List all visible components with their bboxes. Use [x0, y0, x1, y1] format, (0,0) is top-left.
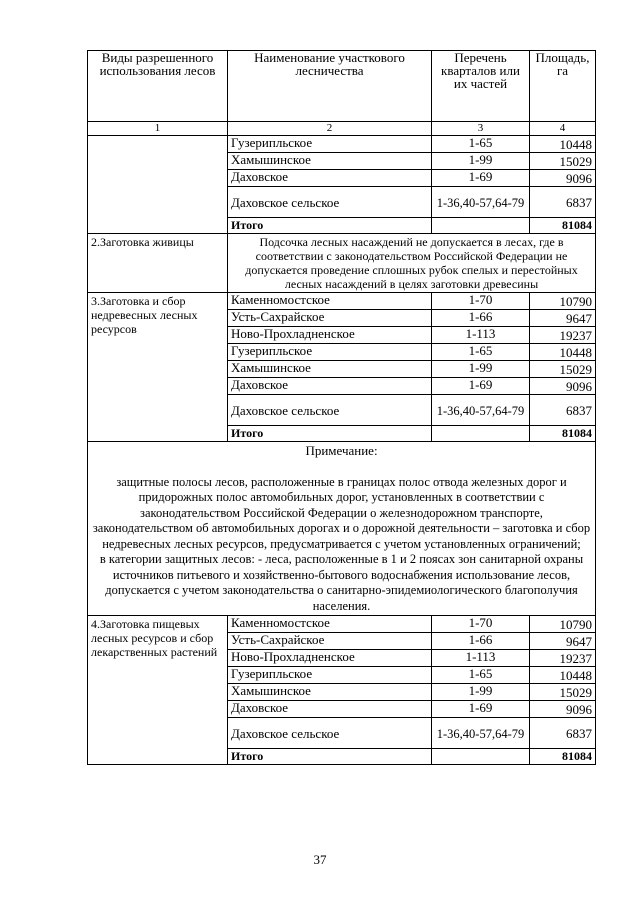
forestry-name: Даховское — [228, 170, 432, 187]
forestry-name: Каменномостское — [228, 293, 432, 310]
area-value: 19237 — [530, 327, 596, 344]
quarters-list: 1-66 — [432, 633, 530, 650]
area-value: 19237 — [530, 650, 596, 667]
area-value: 9647 — [530, 633, 596, 650]
area-value: 9096 — [530, 701, 596, 718]
quarters-list: 1-99 — [432, 361, 530, 378]
note-block — [88, 442, 596, 616]
total-quarters-empty — [432, 426, 530, 442]
note-paragraph: защитные полосы лесов, расположенные в границах полос отвода железных дорог и придорожных полос автомобильных дорог, установленных в соответствии с законодательством Российской Федерации о железнодорожном транспорте, законодательством об автомобильных дорогах и о дорожной деятельности – заготовка и сбор недревесных лесных ресурсов, предусматривается с учетом установленных ограничений; — [92, 474, 591, 551]
forestry-name: Хамышинское — [228, 684, 432, 701]
area-value: 6837 — [530, 187, 596, 218]
forestry-name: Гузерипльское — [228, 344, 432, 361]
total-label: Итого — [228, 426, 432, 442]
area-value: 6837 — [530, 718, 596, 749]
total-area: 81084 — [530, 218, 596, 234]
forestry-name: Гузерипльское — [228, 136, 432, 153]
forestry-name: Даховское сельское — [228, 187, 432, 218]
quarters-list: 1-65 — [432, 344, 530, 361]
quarters-list: 1-36,40-57,64-79 — [432, 395, 530, 426]
area-value: 10448 — [530, 136, 596, 153]
area-value: 10790 — [530, 616, 596, 633]
area-value: 9096 — [530, 378, 596, 395]
header-kind: Виды разрешенного использования лесов — [88, 51, 228, 122]
table-header-row — [88, 51, 596, 122]
header-area: Площадь, га — [530, 51, 596, 122]
forestry-name: Усть-Сахрайское — [228, 310, 432, 327]
forest-use-table — [87, 50, 596, 765]
header-forestry: Наименование участкового лесничества — [228, 51, 432, 122]
area-value: 10448 — [530, 667, 596, 684]
forestry-name: Хамышинское — [228, 361, 432, 378]
quarters-list: 1-69 — [432, 378, 530, 395]
page-number: 37 — [313, 852, 327, 867]
total-label: Итого — [228, 218, 432, 234]
column-number: 3 — [432, 122, 530, 136]
forestry-name: Даховское — [228, 701, 432, 718]
forestry-name: Хамышинское — [228, 153, 432, 170]
column-number-row — [88, 122, 596, 136]
area-value: 15029 — [530, 153, 596, 170]
area-value: 9647 — [530, 310, 596, 327]
quarters-list: 1-70 — [432, 293, 530, 310]
forestry-name: Гузерипльское — [228, 667, 432, 684]
use-kind-food-resources: 4.Заготовка пищевых лесных ресурсов и сбор лекарственных растений — [88, 616, 228, 765]
note-spacer — [92, 459, 591, 475]
quarters-list: 1-36,40-57,64-79 — [432, 718, 530, 749]
forestry-name: Ново-Прохладненское — [228, 650, 432, 667]
column-number: 1 — [88, 122, 228, 136]
total-quarters-empty — [432, 749, 530, 765]
use-kind-resin: 2.Заготовка живицы — [88, 234, 228, 293]
area-value: 6837 — [530, 395, 596, 426]
quarters-list: 1-36,40-57,64-79 — [432, 187, 530, 218]
quarters-list: 1-113 — [432, 650, 530, 667]
quarters-list: 1-99 — [432, 684, 530, 701]
forestry-name: Каменномостское — [228, 616, 432, 633]
area-value: 9096 — [530, 170, 596, 187]
resin-restriction-text: Подсочка лесных насаждений не допускается в лесах, где в соответствии с законодательством Российской Федерации не допускается проведение сплошных рубок спелых и перестойных лесных насаждений в целях заготовки древесины — [228, 234, 596, 293]
forestry-name: Усть-Сахрайское — [228, 633, 432, 650]
area-value: 15029 — [530, 684, 596, 701]
note-title: Примечание: — [305, 443, 378, 458]
quarters-list: 1-99 — [432, 153, 530, 170]
quarters-list: 1-113 — [432, 327, 530, 344]
note-row — [88, 442, 596, 616]
table-row — [88, 136, 596, 153]
area-value: 10790 — [530, 293, 596, 310]
forestry-name: Даховское — [228, 378, 432, 395]
header-quarters: Перечень кварталов или их частей — [432, 51, 530, 122]
total-area: 81084 — [530, 749, 596, 765]
column-number: 2 — [228, 122, 432, 136]
quarters-list: 1-69 — [432, 701, 530, 718]
quarters-list: 1-65 — [432, 667, 530, 684]
quarters-list: 1-70 — [432, 616, 530, 633]
quarters-list: 1-65 — [432, 136, 530, 153]
use-kind-non-timber: 3.Заготовка и сбор недревесных лесных ресурсов — [88, 293, 228, 442]
resin-row — [88, 234, 596, 293]
use-kind-blank — [88, 136, 228, 234]
forestry-name: Ново-Прохладненское — [228, 327, 432, 344]
forestry-name: Даховское сельское — [228, 718, 432, 749]
quarters-list: 1-69 — [432, 170, 530, 187]
total-area: 81084 — [530, 426, 596, 442]
table-row — [88, 616, 596, 633]
column-number: 4 — [530, 122, 596, 136]
total-label: Итого — [228, 749, 432, 765]
table-row — [88, 293, 596, 310]
quarters-list: 1-66 — [432, 310, 530, 327]
total-quarters-empty — [432, 218, 530, 234]
area-value: 10448 — [530, 344, 596, 361]
note-paragraph: в категории защитных лесов: - леса, расположенные в 1 и 2 поясах зон санитарной охраны источников питьевого и хозяйственно-бытового водоснабжения использование лесов, допускается с учетом законодательства о санитарно-эпидемиологического благополучия населения. — [99, 552, 584, 613]
forestry-name: Даховское сельское — [228, 395, 432, 426]
area-value: 15029 — [530, 361, 596, 378]
